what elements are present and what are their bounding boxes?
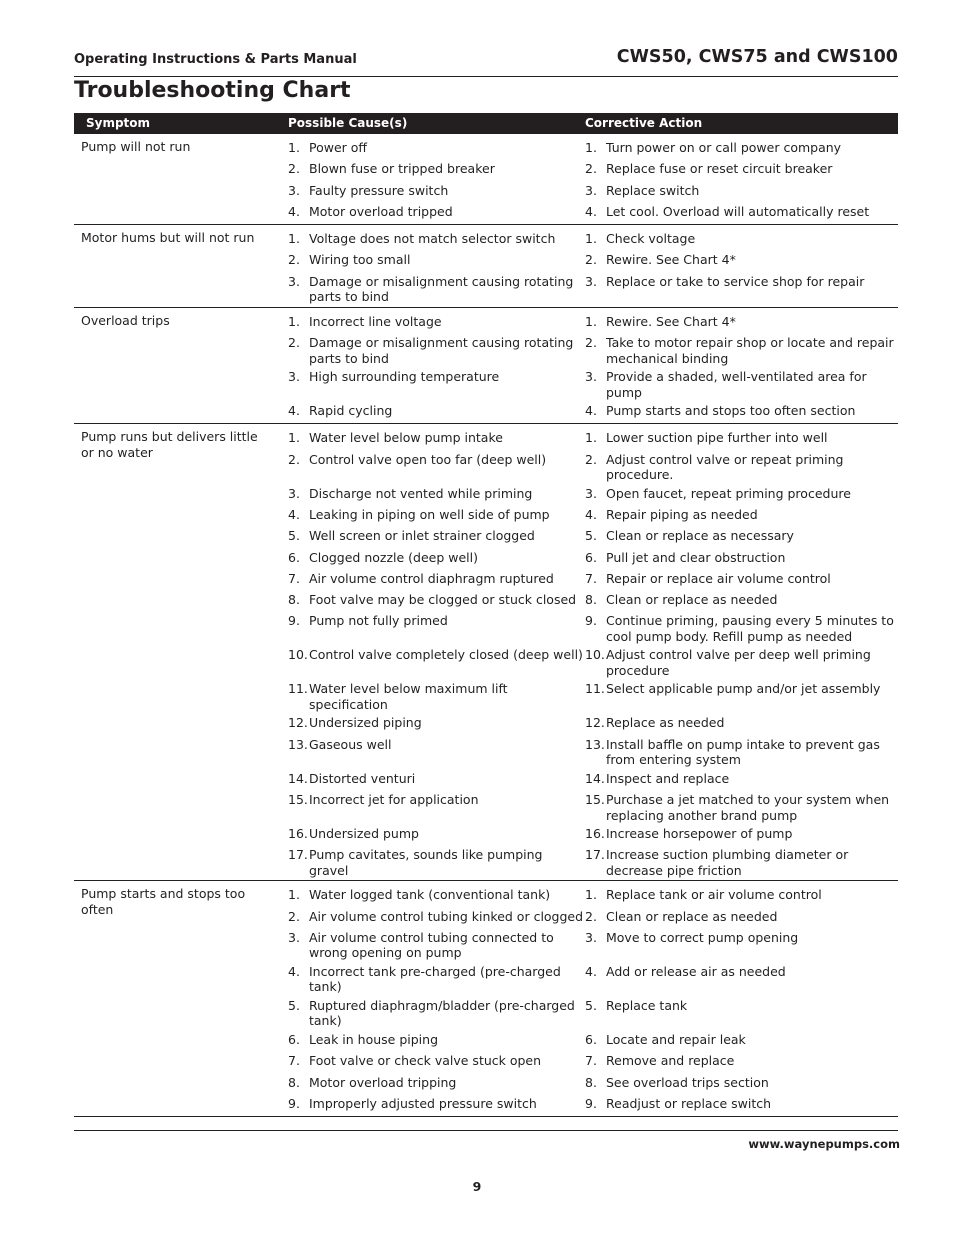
- cause-number: 4.: [288, 203, 300, 219]
- cause-cell: [288, 1093, 585, 1114]
- action-cell: [585, 927, 897, 961]
- cause-cell: [288, 844, 585, 878]
- cause-cell: [288, 678, 585, 712]
- footer-divider: [74, 1130, 898, 1131]
- action-text: Replace tank: [606, 997, 688, 1013]
- cause-text: Incorrect jet for application: [309, 792, 479, 808]
- table-row: [74, 1029, 898, 1050]
- cause-number: 11.: [288, 681, 308, 697]
- cause-number: 8.: [288, 592, 300, 608]
- action-number: 5.: [585, 997, 597, 1013]
- symptom-group: [74, 308, 898, 425]
- footer-website: www.waynepumps.com: [748, 1137, 900, 1151]
- cause-number: 2.: [288, 451, 300, 467]
- cause-number: 5.: [288, 528, 300, 544]
- table-row: [74, 332, 898, 366]
- cause-text: Voltage does not match selector switch: [309, 231, 556, 247]
- action-number: 8.: [585, 1074, 597, 1090]
- table-row: [74, 1050, 898, 1071]
- action-number: 7.: [585, 570, 597, 586]
- table-row: [74, 678, 898, 712]
- action-cell: [585, 483, 897, 504]
- action-number: 1.: [585, 231, 597, 247]
- action-number: 2.: [585, 335, 597, 351]
- table-row: [74, 201, 898, 222]
- cause-cell: [288, 311, 585, 332]
- symptom-group: [74, 134, 898, 225]
- action-cell: [585, 525, 897, 546]
- cause-number: 14.: [288, 770, 308, 786]
- cause-text: Incorrect line voltage: [309, 313, 442, 329]
- column-header-corrective-action: Corrective Action: [585, 116, 703, 130]
- action-cell: [585, 844, 897, 878]
- action-text: Remove and replace: [606, 1053, 735, 1069]
- action-number: 2.: [585, 451, 597, 467]
- action-text: Open faucet, repeat priming procedure: [606, 485, 851, 501]
- action-cell: [585, 158, 897, 179]
- cause-cell: [288, 1050, 585, 1071]
- table-row: [74, 610, 898, 644]
- action-cell: [585, 547, 897, 568]
- cause-text: Motor overload tripped: [309, 203, 453, 219]
- cause-text: Wiring too small: [309, 252, 411, 268]
- cause-text: Improperly adjusted pressure switch: [309, 1095, 537, 1111]
- cause-cell: [288, 483, 585, 504]
- page-title: Troubleshooting Chart: [74, 78, 351, 103]
- action-cell: [585, 712, 897, 733]
- cause-cell: [288, 589, 585, 610]
- action-number: 4.: [585, 506, 597, 522]
- cause-cell: [288, 249, 585, 270]
- action-cell: [585, 610, 897, 644]
- cause-text: Pump not fully primed: [309, 613, 448, 629]
- cause-cell: [288, 789, 585, 823]
- action-cell: [585, 823, 897, 844]
- cause-number: 6.: [288, 549, 300, 565]
- action-number: 3.: [585, 182, 597, 198]
- cause-cell: [288, 271, 585, 305]
- action-number: 10.: [585, 647, 605, 663]
- action-cell: [585, 137, 897, 158]
- action-text: Clean or replace as necessary: [606, 528, 794, 544]
- cause-text: Gaseous well: [309, 736, 392, 752]
- action-number: 5.: [585, 528, 597, 544]
- action-number: 15.: [585, 792, 605, 808]
- cause-text: Leak in house piping: [309, 1031, 439, 1047]
- action-text: Replace as needed: [606, 715, 725, 731]
- cause-number: 2.: [288, 161, 300, 177]
- cause-cell: [288, 427, 585, 448]
- table-row: [74, 568, 898, 589]
- table-row: [74, 366, 898, 400]
- cause-cell: [288, 1072, 585, 1093]
- cause-number: 3.: [288, 929, 300, 945]
- action-number: 3.: [585, 929, 597, 945]
- cause-cell: [288, 712, 585, 733]
- cause-text: Control valve completely closed (deep well): [309, 647, 583, 663]
- action-text: Lower suction pipe further into well: [606, 430, 828, 446]
- action-cell: [585, 249, 897, 270]
- action-number: 3.: [585, 273, 597, 289]
- table-row: [74, 927, 898, 961]
- action-number: 1.: [585, 140, 597, 155]
- cause-text: Leaking in piping on well side of pump: [309, 506, 550, 522]
- cause-number: 1.: [288, 887, 300, 903]
- cause-number: 2.: [288, 908, 300, 924]
- action-cell: [585, 1072, 897, 1093]
- action-number: 4.: [585, 203, 597, 219]
- model-names: CWS50, CWS75 and CWS100: [616, 47, 898, 67]
- cause-number: 3.: [288, 369, 300, 385]
- cause-text: Motor overload tripping: [309, 1074, 457, 1090]
- cause-number: 12.: [288, 715, 308, 731]
- cause-number: 1.: [288, 231, 300, 247]
- cause-number: 4.: [288, 506, 300, 522]
- table-row: [74, 961, 898, 995]
- action-number: 12.: [585, 715, 605, 731]
- column-header-symptom: Symptom: [86, 116, 151, 130]
- action-text: Inspect and replace: [606, 770, 730, 786]
- cause-text: Foot valve or check valve stuck open: [309, 1053, 542, 1069]
- cause-cell: [288, 734, 585, 768]
- cause-number: 13.: [288, 736, 308, 752]
- action-text: Repair or replace air volume control: [606, 570, 831, 586]
- table-row: [74, 158, 898, 179]
- cause-cell: [288, 228, 585, 249]
- table-row: [74, 249, 898, 270]
- action-cell: [585, 644, 897, 678]
- action-cell: [585, 568, 897, 589]
- action-text: Add or release air as needed: [606, 963, 786, 979]
- troubleshooting-table: [74, 113, 898, 1117]
- action-number: 11.: [585, 681, 605, 697]
- action-text: Take to motor repair shop or locate and repair mechanical binding: [606, 335, 894, 366]
- table-row: [74, 995, 898, 1029]
- table-row: [74, 180, 898, 201]
- action-cell: [585, 1093, 897, 1114]
- table-row: [74, 547, 898, 568]
- cause-cell: [288, 449, 585, 483]
- cause-text: Clogged nozzle (deep well): [309, 549, 478, 565]
- cause-number: 1.: [288, 313, 300, 329]
- action-text: Install baffle on pump intake to prevent gas from entering system: [606, 736, 880, 768]
- action-number: 1.: [585, 313, 597, 329]
- page-number: 9: [472, 1179, 482, 1194]
- cause-number: 9.: [288, 613, 300, 629]
- cause-cell: [288, 768, 585, 789]
- symptom-group: [74, 424, 898, 881]
- cause-cell: [288, 906, 585, 927]
- action-cell: [585, 427, 897, 448]
- cause-number: 5.: [288, 997, 300, 1013]
- cause-cell: [288, 525, 585, 546]
- cause-cell: [288, 610, 585, 644]
- cause-number: 7.: [288, 570, 300, 586]
- action-cell: [585, 504, 897, 525]
- action-number: 1.: [585, 887, 597, 903]
- cause-cell: [288, 504, 585, 525]
- cause-text: Foot valve may be clogged or stuck closed: [309, 592, 577, 608]
- action-number: 6.: [585, 1031, 597, 1047]
- cause-number: 1.: [288, 430, 300, 446]
- symptom-group: [74, 225, 898, 308]
- action-number: 9.: [585, 1095, 597, 1111]
- cause-text: Air volume control tubing connected to wrong opening on pump: [309, 929, 554, 961]
- table-row: [74, 734, 898, 768]
- action-text: Replace or take to service shop for repair: [606, 273, 865, 289]
- table-row: [74, 823, 898, 844]
- cause-number: 7.: [288, 1053, 300, 1069]
- action-number: 2.: [585, 252, 597, 268]
- action-cell: [585, 332, 897, 366]
- action-cell: [585, 1050, 897, 1071]
- action-number: 4.: [585, 963, 597, 979]
- cause-number: 3.: [288, 182, 300, 198]
- cause-text: Power off: [309, 140, 368, 155]
- action-text: Let cool. Overload will automatically reset: [606, 203, 870, 219]
- table-row: [74, 644, 898, 678]
- action-cell: [585, 228, 897, 249]
- cause-number: 6.: [288, 1031, 300, 1047]
- cause-number: 8.: [288, 1074, 300, 1090]
- table-row: [74, 589, 898, 610]
- action-cell: [585, 961, 897, 995]
- action-cell: [585, 734, 897, 768]
- action-cell: [585, 449, 897, 483]
- cause-cell: [288, 400, 585, 421]
- action-text: Replace switch: [606, 182, 700, 198]
- cause-text: Distorted venturi: [309, 770, 416, 786]
- cause-cell: [288, 366, 585, 400]
- table-row: [74, 504, 898, 525]
- action-number: 9.: [585, 613, 597, 629]
- action-cell: [585, 995, 897, 1029]
- cause-cell: [288, 884, 585, 905]
- action-text: Replace fuse or reset circuit breaker: [606, 161, 833, 177]
- action-text: Rewire. See Chart 4*: [606, 252, 736, 268]
- cause-cell: [288, 995, 585, 1029]
- action-text: Increase suction plumbing diameter or decrease pipe friction: [606, 847, 849, 878]
- action-number: 6.: [585, 549, 597, 565]
- table-row: [74, 712, 898, 733]
- action-cell: [585, 906, 897, 927]
- action-text: Adjust control valve per deep well priming procedure: [606, 647, 871, 678]
- symptom-text: Overload trips: [81, 312, 170, 328]
- action-cell: [585, 201, 897, 222]
- table-row: [74, 525, 898, 546]
- cause-text: Water level below pump intake: [309, 430, 503, 446]
- cause-number: 3.: [288, 273, 300, 289]
- cause-text: Faulty pressure switch: [309, 182, 449, 198]
- table-row: [74, 768, 898, 789]
- cause-text: Undersized piping: [309, 715, 422, 731]
- action-text: Pump starts and stops too often section: [606, 403, 856, 419]
- cause-cell: [288, 644, 585, 678]
- cause-cell: [288, 137, 585, 158]
- action-number: 4.: [585, 403, 597, 419]
- action-number: 13.: [585, 736, 605, 752]
- table-body: [74, 134, 898, 1117]
- action-cell: [585, 884, 897, 905]
- action-text: Increase horsepower of pump: [606, 826, 793, 842]
- action-number: 16.: [585, 826, 605, 842]
- action-text: Adjust control valve or repeat priming procedure.: [606, 451, 844, 483]
- cause-cell: [288, 568, 585, 589]
- table-row: [74, 400, 898, 421]
- symptom-text: Pump starts and stops too often: [81, 886, 246, 918]
- cause-number: 9.: [288, 1095, 300, 1111]
- symptom-group: [74, 881, 898, 1117]
- action-number: 3.: [585, 369, 597, 385]
- cause-number: 15.: [288, 792, 308, 808]
- action-cell: [585, 311, 897, 332]
- cause-text: Air volume control tubing kinked or clogged: [309, 908, 584, 924]
- action-text: Rewire. See Chart 4*: [606, 313, 736, 329]
- action-text: Pull jet and clear obstruction: [606, 549, 786, 565]
- action-text: Repair piping as needed: [606, 506, 758, 522]
- cause-cell: [288, 201, 585, 222]
- symptom-text: Motor hums but will not run: [81, 230, 255, 246]
- cause-cell: [288, 547, 585, 568]
- action-number: 7.: [585, 1053, 597, 1069]
- cause-text: Control valve open too far (deep well): [309, 451, 547, 467]
- cause-cell: [288, 158, 585, 179]
- cause-text: High surrounding temperature: [309, 369, 500, 385]
- table-row: [74, 271, 898, 305]
- cause-text: Air volume control diaphragm ruptured: [309, 570, 554, 586]
- cause-cell: [288, 1029, 585, 1050]
- page-header: [74, 44, 898, 77]
- table-header-row: [74, 113, 898, 134]
- table-row: [74, 789, 898, 823]
- action-number: 3.: [585, 485, 597, 501]
- cause-text: Discharge not vented while priming: [309, 485, 533, 501]
- action-cell: [585, 1029, 897, 1050]
- action-text: Purchase a jet matched to your system when replacing another brand pump: [606, 792, 890, 823]
- cause-cell: [288, 927, 585, 961]
- action-cell: [585, 678, 897, 712]
- table-row: [74, 1093, 898, 1114]
- cause-text: Well screen or inlet strainer clogged: [309, 528, 535, 544]
- manual-type-label: Operating Instructions & Parts Manual: [74, 52, 357, 67]
- action-text: Move to correct pump opening: [606, 929, 799, 945]
- action-text: Readjust or replace switch: [606, 1095, 772, 1111]
- action-text: See overload trips section: [606, 1074, 769, 1090]
- cause-number: 17.: [288, 847, 308, 863]
- action-cell: [585, 366, 897, 400]
- action-text: Provide a shaded, well-ventilated area for pump: [606, 369, 867, 400]
- cause-number: 4.: [288, 403, 300, 419]
- action-number: 1.: [585, 430, 597, 446]
- action-cell: [585, 768, 897, 789]
- action-text: Select applicable pump and/or jet assembly: [606, 681, 881, 697]
- cause-cell: [288, 823, 585, 844]
- cause-number: 2.: [288, 252, 300, 268]
- cause-cell: [288, 332, 585, 366]
- action-number: 17.: [585, 847, 605, 863]
- cause-text: Damage or misalignment causing rotating parts to bind: [309, 273, 574, 305]
- symptom-text: Pump will not run: [81, 139, 191, 154]
- cause-number: 1.: [288, 140, 300, 155]
- action-cell: [585, 789, 897, 823]
- action-text: Replace tank or air volume control: [606, 887, 822, 903]
- cause-number: 3.: [288, 485, 300, 501]
- cause-text: Water level below maximum lift specification: [309, 681, 508, 712]
- cause-text: Blown fuse or tripped breaker: [309, 161, 495, 177]
- cause-text: Undersized pump: [309, 826, 419, 842]
- cause-text: Rapid cycling: [309, 403, 393, 419]
- action-text: Clean or replace as needed: [606, 592, 778, 608]
- action-text: Check voltage: [606, 231, 696, 247]
- cause-text: Water logged tank (conventional tank): [309, 887, 551, 903]
- action-number: 14.: [585, 770, 605, 786]
- cause-number: 16.: [288, 826, 308, 842]
- action-text: Clean or replace as needed: [606, 908, 778, 924]
- cause-number: 10.: [288, 647, 308, 663]
- symptom-text: Pump runs but delivers little or no water: [81, 429, 258, 461]
- action-text: Continue priming, pausing every 5 minutes to cool pump body. Refill pump as needed: [606, 613, 894, 644]
- action-cell: [585, 271, 897, 305]
- column-header-possible-causes: Possible Cause(s): [288, 116, 408, 130]
- cause-text: Damage or misalignment causing rotating parts to bind: [309, 335, 574, 366]
- cause-text: Ruptured diaphragm/bladder (pre-charged tank): [309, 997, 575, 1029]
- cause-text: Pump cavitates, sounds like pumping gravel: [309, 847, 543, 878]
- action-number: 8.: [585, 592, 597, 608]
- action-text: Turn power on or call power company: [606, 140, 842, 155]
- action-number: 2.: [585, 908, 597, 924]
- table-row: [74, 483, 898, 504]
- cause-cell: [288, 180, 585, 201]
- action-cell: [585, 400, 897, 421]
- action-cell: [585, 589, 897, 610]
- cause-cell: [288, 961, 585, 995]
- cause-text: Incorrect tank pre-charged (pre-charged tank): [309, 963, 561, 995]
- table-row: [74, 1072, 898, 1093]
- cause-number: 4.: [288, 963, 300, 979]
- cause-number: 2.: [288, 335, 300, 351]
- action-cell: [585, 180, 897, 201]
- action-number: 2.: [585, 161, 597, 177]
- action-text: Locate and repair leak: [606, 1031, 746, 1047]
- table-row: [74, 844, 898, 878]
